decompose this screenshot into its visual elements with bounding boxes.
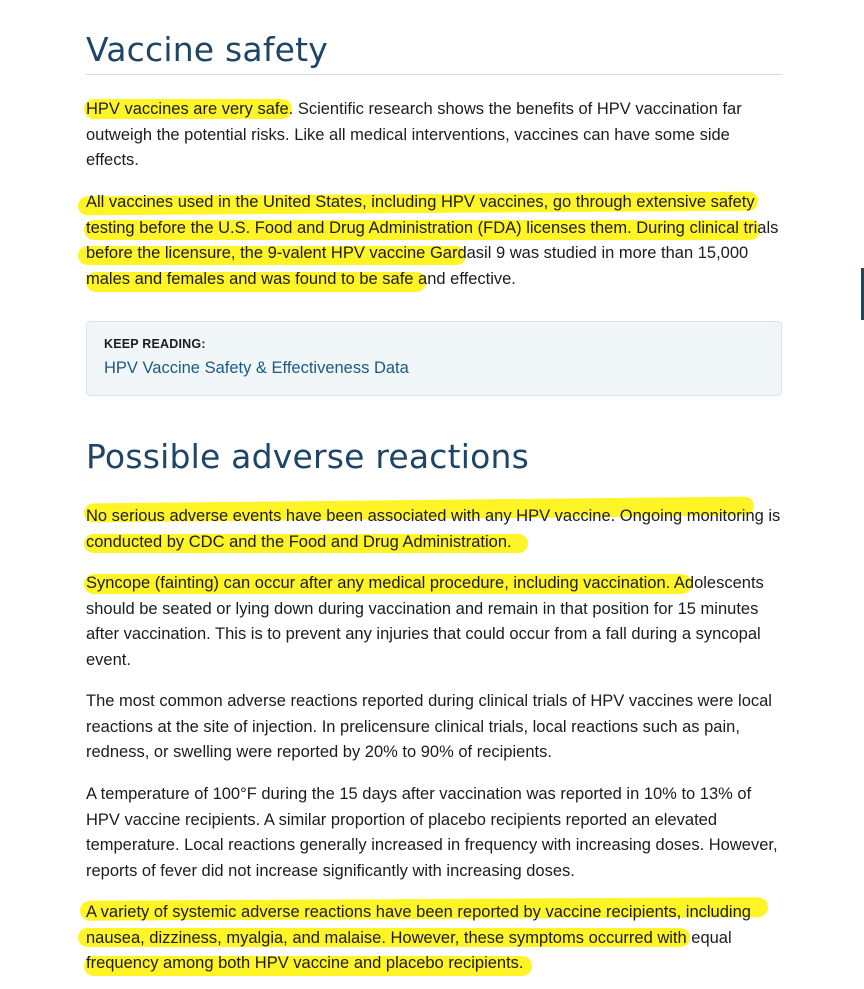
keep-reading-label: KEEP READING: <box>104 337 206 351</box>
safety-data-link[interactable]: HPV Vaccine Safety & Effectiveness Data <box>104 359 409 377</box>
paragraph-syncope: Syncope (fainting) can occur after any medical procedure, including vaccination. Adolescents should be seated or lying down during vaccination and remain in that position for 15 minutes after vaccination. This is to prevent any injuries that could occur from a fall during a syncopal event. <box>86 574 764 669</box>
paragraph-safety-testing: All vaccines used in the United States, including HPV vaccines, go through extensive safety testing before the U.S. Food and Drug Administration (FDA) licenses them. During clinical trials before the licensure, the 9-valent HPV vaccine Gardasil 9 was studied in more than 15,000 males and females and was found to be safe and effective. <box>86 193 779 288</box>
keep-reading-callout <box>86 321 782 396</box>
paragraph-systemic-reactions: A variety of systemic adverse reactions have been reported by vaccine recipients, including nausea, dizziness, myalgia, and malaise. However, these symptoms occurred with equal frequency among both HPV vaccine and placebo recipients. <box>86 903 751 972</box>
paragraph-safety-intro: HPV vaccines are very safe. Scientific research shows the benefits of HPV vaccination far outweigh the potential risks. Like all medical interventions, vaccines can have some side effects. <box>86 100 742 169</box>
paragraph-local-reactions: The most common adverse reactions reported during clinical trials of HPV vaccines were local reactions at the site of injection. In prelicensure clinical trials, local reactions such as pain, redness, or swelling were reported by 20% to 90% of recipients. <box>86 692 772 761</box>
paragraph-temperature: A temperature of 100°F during the 15 days after vaccination was reported in 10% to 13% of HPV vaccine recipients. A similar proportion of placebo recipients reported an elevated temperature. Local reactions generally increased in frequency with increasing doses. However, reports of fever did not increase significantly with increasing doses. <box>86 785 778 880</box>
section-divider <box>86 74 782 75</box>
section-heading-adverse-reactions: Possible adverse reactions <box>86 437 530 476</box>
section-heading-vaccine-safety: Vaccine safety <box>86 30 329 69</box>
paragraph-no-serious-events: No serious adverse events have been associated with any HPV vaccine. Ongoing monitoring is conducted by CDC and the Food and Drug Administration. <box>86 507 781 551</box>
